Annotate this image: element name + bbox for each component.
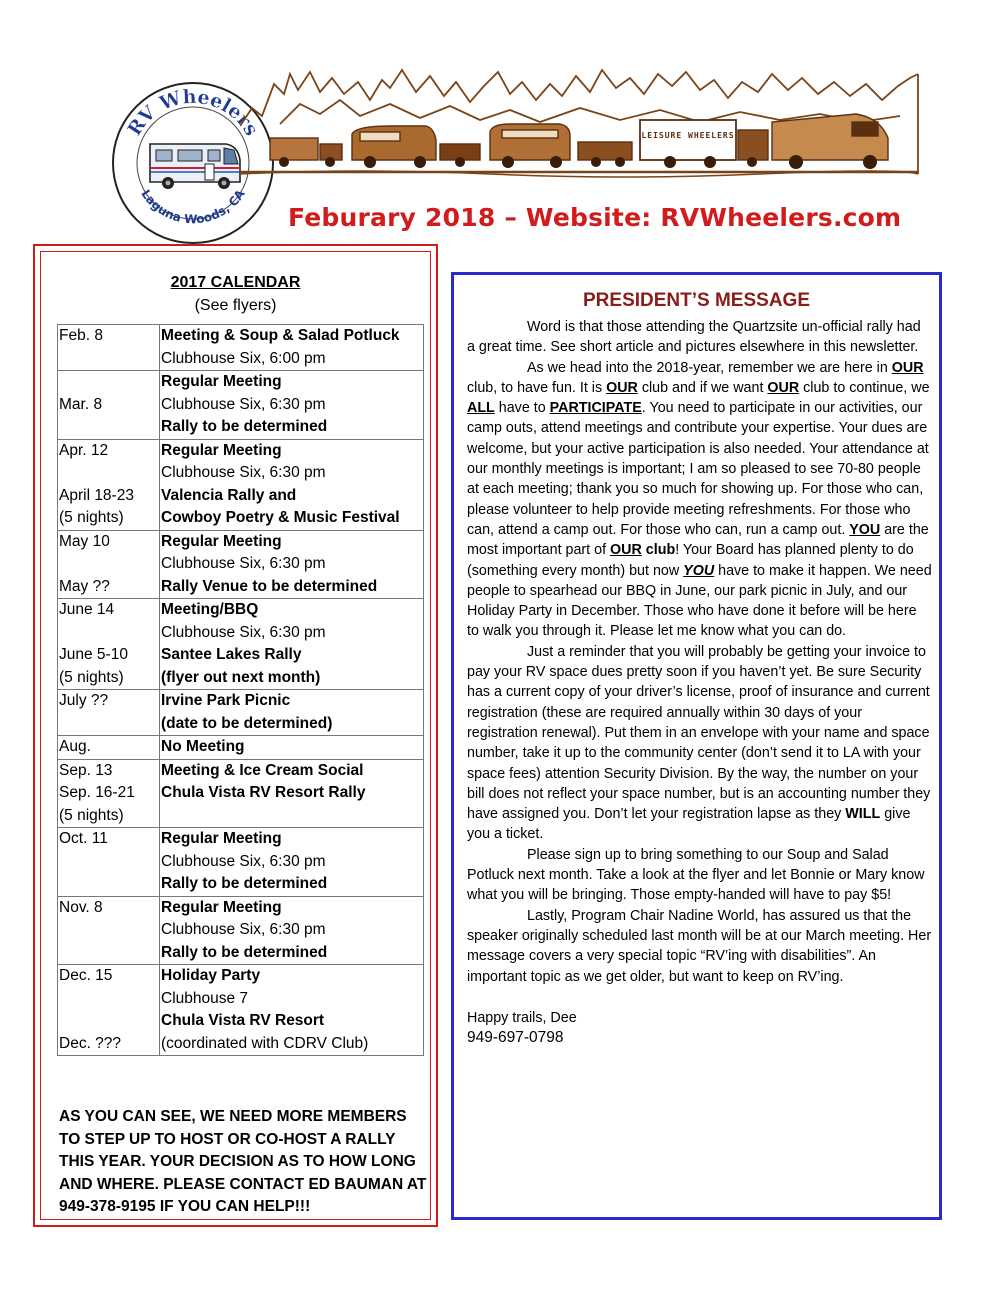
calendar-date-line: Dec. ??? xyxy=(59,1034,122,1052)
calendar-date-line: Apr. 12 xyxy=(59,441,109,459)
calendar-row xyxy=(58,371,424,440)
calendar-event-line: (coordinated with CDRV Club) xyxy=(161,1034,369,1052)
mountain-convoy-banner xyxy=(240,64,920,182)
calendar-date-cell xyxy=(58,439,160,530)
calendar-row xyxy=(58,530,424,599)
calendar-row xyxy=(58,896,424,965)
message-text-run: YOU xyxy=(849,521,881,538)
calendar-event-line: Meeting/BBQ xyxy=(161,601,259,618)
calendar-date-line: Oct. 11 xyxy=(59,830,108,847)
calendar-event-line: Clubhouse 7 xyxy=(161,989,249,1007)
message-text-run: . You need to participate in our activities, our camp outs, attend meetings and contribute your expertise. Your dues are welcome, but your active participation is also needed. Your attendance at our monthly meetings is important; I am so pleased to see 70-80 people at each meeting; thank you so much for showing up. For those who can, please volunteer to help provide meeting refreshments. For those who can, attend a camp out. For those who can, run a camp out. xyxy=(467,400,929,538)
message-text-run: As we head into the 2018-year, remember we are here in xyxy=(527,359,892,376)
message-paragraph-2 xyxy=(467,358,932,642)
calendar-row xyxy=(58,325,424,371)
calendar-event-line: Clubhouse Six, 6:30 pm xyxy=(161,921,326,938)
message-text-run: YOU xyxy=(683,562,715,579)
calendar-event-cell xyxy=(160,325,424,371)
calendar-event-line xyxy=(161,805,422,828)
calendar-event-line: Holiday Party xyxy=(161,967,261,984)
logo-arc-top: RV Wheelers xyxy=(123,85,263,140)
message-paragraph-3 xyxy=(467,642,932,845)
message-text-run: OUR xyxy=(610,542,642,559)
calendar-date-line xyxy=(59,462,158,485)
calendar-date-line: June 5-10 xyxy=(59,646,128,663)
calendar-table xyxy=(57,324,424,1056)
calendar-event-line: Santee Lakes Rally xyxy=(161,646,302,663)
calendar-event-line: Chula Vista RV Resort xyxy=(161,1012,325,1029)
calendar-date-line xyxy=(59,851,158,874)
calendar-event-cell xyxy=(160,599,424,690)
message-text-run: club, to have fun. It is xyxy=(467,379,607,396)
message-text-run: give you a ticket. xyxy=(467,806,911,843)
calendar-date-line: (5 nights) xyxy=(59,509,124,526)
calendar-event-line: Regular Meeting xyxy=(161,441,282,459)
calendar-date-line: (5 nights) xyxy=(59,806,124,824)
calendar-event-line: Regular Meeting xyxy=(161,830,282,847)
calendar-date-cell xyxy=(58,530,160,599)
calendar-date-line xyxy=(59,873,158,896)
calendar-date-line xyxy=(59,348,158,371)
calendar-event-line: Meeting & Soup & Salad Potluck xyxy=(161,327,400,344)
calendar-event-cell xyxy=(160,690,424,736)
calendar-date-line xyxy=(59,622,158,645)
calendar-event-cell xyxy=(160,371,424,440)
calendar-event-cell xyxy=(160,736,424,760)
calendar-event-line: Rally to be determined xyxy=(161,943,328,961)
calendar-date-line xyxy=(59,416,158,439)
calendar-event-line: Clubhouse Six, 6:30 pm xyxy=(161,852,326,870)
calendar-date-cell xyxy=(58,599,160,690)
calendar-event-line: Cowboy Poetry & Music Festival xyxy=(161,509,400,526)
message-text-run: club to continue, we xyxy=(799,379,930,396)
calendar-date-cell xyxy=(58,896,160,965)
calendar-date-line: Dec. 15 xyxy=(59,967,113,984)
calendar-event-line: Clubhouse Six, 6:30 pm xyxy=(161,623,326,641)
calendar-date-line xyxy=(59,713,158,736)
calendar-title: 2017 CALENDAR xyxy=(170,274,301,291)
message-text-run: ! Your Board has planned plenty to do (something every month) but now xyxy=(467,542,914,579)
calendar-row xyxy=(58,690,424,736)
convoy-vehicles-icon xyxy=(270,114,888,160)
message-text-run: OUR xyxy=(891,359,924,376)
calendar-call-to-action: AS YOU CAN SEE, WE NEED MORE MEMBERS TO STEP UP TO HOST OR CO-HOST A RALLY THIS YEAR. YOUR DECISION AS TO HOW LONG AND WHERE. PLEASE CONTACT ED BAUMAN AT 949-378-9195 IF YOU CAN HELP!!! xyxy=(59,1108,427,1216)
motorhome-icon xyxy=(150,144,240,189)
calendar-event-line: (date to be determined) xyxy=(161,714,333,732)
calendar-row xyxy=(58,828,424,897)
calendar-subtitle: (See flyers) xyxy=(194,297,277,314)
calendar-date-line xyxy=(59,919,158,942)
message-paragraph-1: Word is that those attending the Quartzsite un-official rally had a great time. See short article and pictures elsewhere in this newsletter. xyxy=(467,319,921,356)
calendar-row xyxy=(58,759,424,828)
calendar-date-line: July ?? xyxy=(59,692,109,709)
calendar-date-line xyxy=(59,988,158,1011)
calendar-event-cell xyxy=(160,759,424,828)
calendar-event-line: Meeting & Ice Cream Social xyxy=(161,761,364,779)
message-text-run: OUR xyxy=(767,379,800,396)
calendar-date-line xyxy=(59,942,158,965)
message-text-run: have to make it happen. We need people to spearhead our BBQ in June, our park picnic in July, and our Holiday Party in December. Those who have done it before will be here to walk you through it. Please let me know what you can do. xyxy=(467,562,932,640)
calendar-event-line: Clubhouse Six, 6:30 pm xyxy=(161,464,326,481)
calendar-date-line xyxy=(59,1010,158,1033)
calendar-event-line: Regular Meeting xyxy=(161,532,282,550)
newsletter-headline: Feburary 2018 – Website: RVWheelers.com xyxy=(288,203,902,232)
calendar-event-line: Rally to be determined xyxy=(161,875,328,892)
message-text-run: are the most important part of xyxy=(467,521,929,559)
calendar-event-line: Clubhouse Six, 6:00 pm xyxy=(161,349,326,367)
calendar-row xyxy=(58,599,424,690)
calendar-event-cell xyxy=(160,896,424,965)
message-phone: 949-697-0798 xyxy=(467,1029,564,1047)
calendar-row xyxy=(58,736,424,760)
message-text-run: club xyxy=(641,542,676,559)
calendar-date-line: May 10 xyxy=(59,532,110,550)
svg-text:LEISURE WHEELERS xyxy=(641,131,734,140)
calendar-date-line xyxy=(59,371,158,394)
calendar-event-line: Regular Meeting xyxy=(161,373,282,390)
calendar-date-cell xyxy=(58,828,160,897)
calendar-event-line: Rally to be determined xyxy=(161,418,328,435)
calendar-date-cell xyxy=(58,690,160,736)
calendar-event-line: Irvine Park Picnic xyxy=(161,692,291,709)
presidents-message-body xyxy=(467,317,932,1048)
calendar-date-line: Mar. 8 xyxy=(59,395,103,413)
calendar-date-cell xyxy=(58,759,160,828)
message-paragraph-4: Please sign up to bring something to our Soup and Salad Potluck next month. Take a look at the flyer and let Bonnie or Mary know what you will be bringing. Those empty-handed will have to pay $5! xyxy=(467,846,925,904)
calendar-event-line: Clubhouse Six, 6:30 pm xyxy=(161,395,326,413)
message-paragraph-5: Lastly, Program Chair Nadine World, has assured us that the speaker originally scheduled last month will be at our March meeting. Her message covers a very special topic “RV’ing with disabilities”. An important topic as we get older, but want to keep on RV’ing. xyxy=(467,907,932,985)
calendar-date-cell xyxy=(58,965,160,1056)
presidents-message-panel xyxy=(451,272,942,1220)
calendar-event-cell xyxy=(160,439,424,530)
calendar-date-line: Nov. 8 xyxy=(59,898,103,916)
calendar-event-line: Rally Venue to be determined xyxy=(161,577,378,595)
message-closing: Happy trails, Dee xyxy=(467,1009,577,1026)
presidents-message-title: PRESIDENT’S MESSAGE xyxy=(583,290,810,311)
logo-arc-bottom: Laguna Woods, CA xyxy=(138,187,248,227)
calendar-event-line: Chula Vista RV Resort Rally xyxy=(161,784,366,801)
calendar-date-line: June 14 xyxy=(59,601,115,618)
calendar-event-cell xyxy=(160,828,424,897)
message-text-run: WILL xyxy=(845,806,881,823)
calendar-event-line: Regular Meeting xyxy=(161,898,282,916)
calendar-panel xyxy=(33,244,438,1227)
calendar-inner-border xyxy=(40,251,431,1220)
message-text-run: PARTICIPATE xyxy=(549,400,642,417)
message-text-run: club and if we want xyxy=(637,379,768,396)
calendar-date-line: April 18-23 xyxy=(59,486,134,504)
calendar-date-line xyxy=(59,553,158,576)
message-text-run: have to xyxy=(494,400,550,417)
calendar-event-line: Valencia Rally and xyxy=(161,486,297,504)
calendar-date-line: Sep. 16-21 xyxy=(59,784,135,801)
calendar-date-line: Aug. xyxy=(59,738,91,755)
calendar-event-cell xyxy=(160,965,424,1056)
calendar-date-line: (5 nights) xyxy=(59,668,124,686)
trailer-sign: LEISURE WHEELERS xyxy=(641,131,735,140)
message-text-run: Just a reminder that you will probably be getting your invoice to pay your RV space dues pretty soon if you haven’t yet. Be sure Security has a current copy of your driver’s license, proof of insurance and current registration (these are required annually within 30 days of your registration renewal). Put them in an envelope with your name and space number, take it up to the community center (don’t send it to LA with your space fees) attention Security Division. By the way, the number on your bill does not reflect your space number, but is an accounting number they have assigned you. Don’t let your registration lapse as they xyxy=(467,643,931,823)
message-text-run: ALL xyxy=(467,400,495,417)
calendar-date-line: Feb. 8 xyxy=(59,327,103,344)
message-text-run: OUR xyxy=(606,379,638,396)
calendar-date-line: May ?? xyxy=(59,577,110,595)
calendar-event-line: Clubhouse Six, 6:30 pm xyxy=(161,555,326,572)
calendar-date-cell xyxy=(58,325,160,371)
calendar-event-line: No Meeting xyxy=(161,738,245,755)
calendar-event-cell xyxy=(160,530,424,599)
calendar-row xyxy=(58,439,424,530)
calendar-date-line: Sep. 13 xyxy=(59,761,113,779)
calendar-date-cell xyxy=(58,736,160,760)
calendar-row xyxy=(58,965,424,1056)
calendar-date-cell xyxy=(58,371,160,440)
calendar-event-line: (flyer out next month) xyxy=(161,668,321,686)
